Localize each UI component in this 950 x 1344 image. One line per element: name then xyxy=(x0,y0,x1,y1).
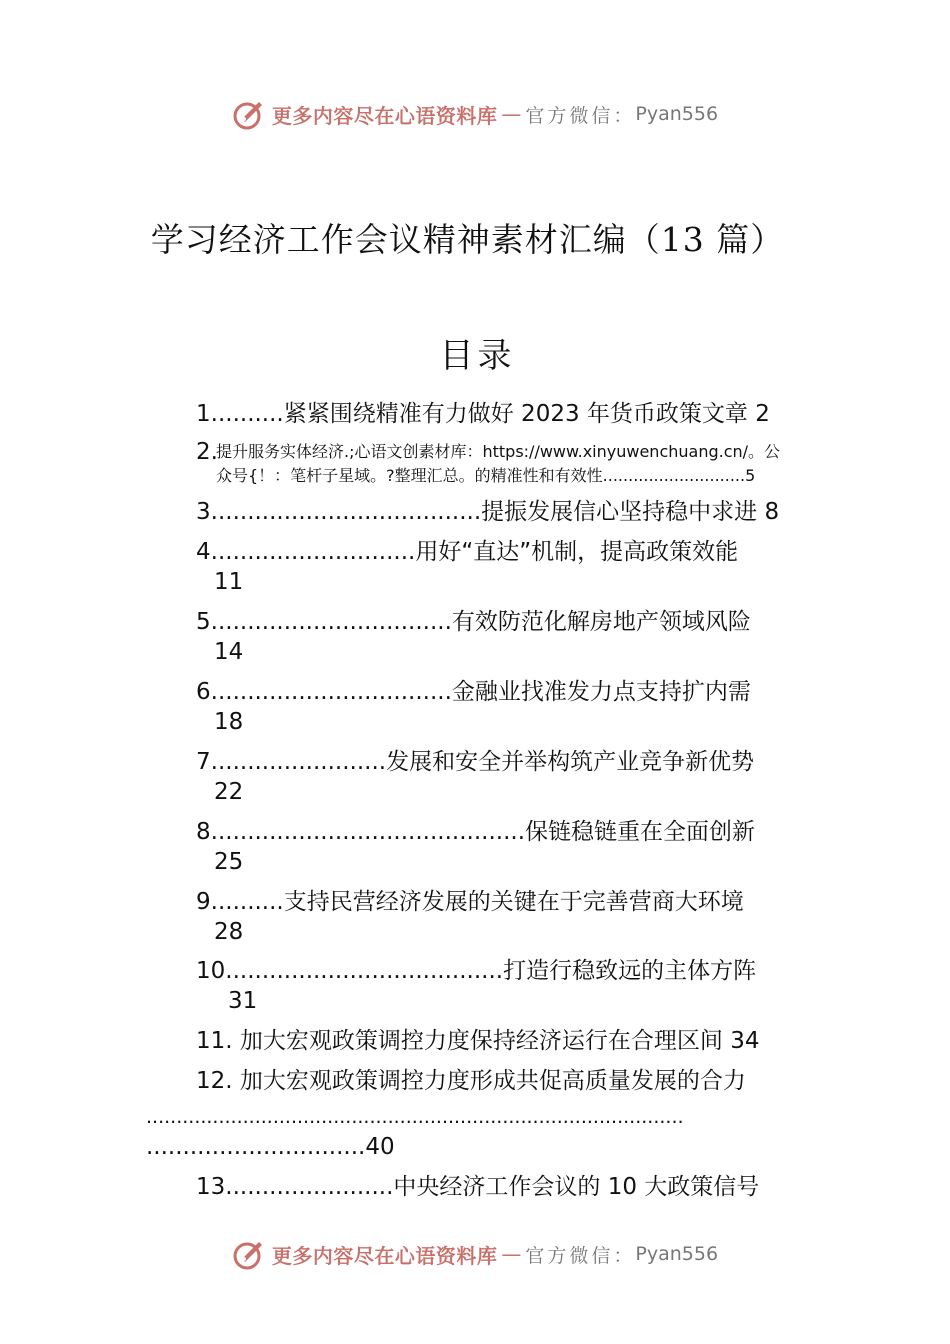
toc-entry-8[interactable]: 8...........................................保链稳链重在全面创新 xyxy=(196,819,756,845)
watermark-banner-top xyxy=(0,94,950,134)
toc-entry-6-page: 18 xyxy=(214,709,244,735)
watermark-slogan: 更多内容尽在心语资料库 xyxy=(271,103,498,128)
toc-entry-5-page: 14 xyxy=(214,639,244,665)
toc-entry-12-page: ..............................40 xyxy=(146,1134,395,1160)
watermark-separator: — xyxy=(501,1242,522,1266)
toc-entry-9[interactable]: 9..........支持民营经济发展的关键在于完善营商大环境 xyxy=(196,889,744,915)
toc-entry-1[interactable]: 1..........紧紧围绕精准有力做好 2023 年货币政策文章 2 xyxy=(196,401,770,427)
toc-entry-2-line-b[interactable]: 众号{！：笔杆子星域。?整理汇总。的精准性和有效性............................5 xyxy=(216,466,756,485)
watermark-separator: — xyxy=(501,102,522,126)
toc-entry-11[interactable]: 11. 加大宏观政策调控力度保持经济运行在合理区间 34 xyxy=(196,1028,760,1054)
toc-entry-2-number[interactable]: 2. xyxy=(196,439,218,465)
toc-entry-4[interactable]: 4............................用好“直达”机制，提高政策效能 xyxy=(196,539,739,565)
toc-heading: 目录 xyxy=(439,336,516,376)
toc-entry-9-page: 28 xyxy=(214,919,244,945)
toc-entry-3[interactable]: 3.....................................提振发展信心坚持稳中求进 8 xyxy=(196,499,780,525)
quill-logo-icon xyxy=(232,1237,266,1271)
toc-entry-8-page: 25 xyxy=(214,849,244,875)
toc-entry-2-line-a[interactable]: 提升服务实体经济.;心语文创素材库：https://www.xinyuwenchuang.cn/。公 xyxy=(216,442,781,461)
watermark-wechat-label: 官方微信： xyxy=(525,104,636,127)
document-title: 学习经济工作会议精神素材汇编（13 篇） xyxy=(150,220,785,259)
toc-entry-5[interactable]: 5.................................有效防范化解房地产领域风险 xyxy=(196,609,751,635)
watermark-wechat-id: Pyan556 xyxy=(635,1243,719,1265)
watermark-wechat-id: Pyan556 xyxy=(635,103,719,125)
toc-entry-12-leader: ......................................................................................... xyxy=(146,1106,684,1128)
toc-entry-12[interactable]: 12. 加大宏观政策调控力度形成共促高质量发展的合力 xyxy=(196,1068,746,1094)
toc-entry-10-page: 31 xyxy=(228,988,258,1014)
toc-entry-13[interactable]: 13.......................中央经济工作会议的 10 大政策信号 xyxy=(196,1174,760,1200)
watermark-wechat-label: 官方微信： xyxy=(525,1244,636,1267)
quill-logo-icon xyxy=(232,97,266,131)
watermark-banner-bottom xyxy=(0,1234,950,1274)
toc-entry-7[interactable]: 7........................发展和安全并举构筑产业竞争新优势 xyxy=(196,749,755,775)
toc-entry-10[interactable]: 10......................................打造行稳致远的主体方阵 xyxy=(196,958,757,984)
toc-entry-7-page: 22 xyxy=(214,779,244,805)
toc-entry-4-page: 11 xyxy=(214,569,244,595)
watermark-slogan: 更多内容尽在心语资料库 xyxy=(271,1243,498,1268)
toc-entry-6[interactable]: 6.................................金融业找准发力点支持扩内需 xyxy=(196,679,751,705)
